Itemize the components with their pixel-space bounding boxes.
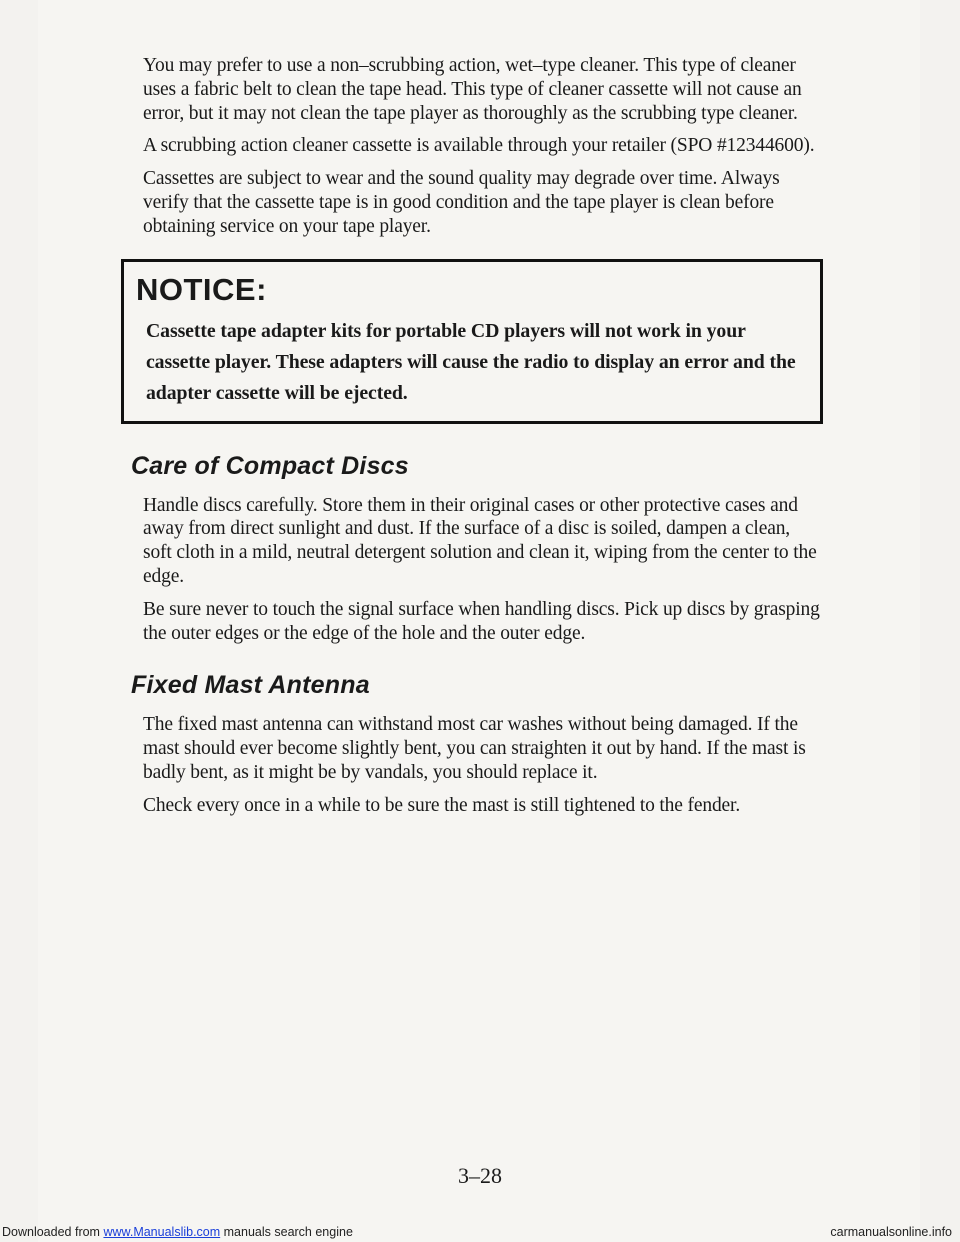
watermark-site: carmanualsonline.info <box>830 1225 952 1239</box>
notice-title: NOTICE: <box>136 271 267 307</box>
paragraph-handle-discs: Handle discs carefully. Store them in their original cases or other protective cases and away from direct sunlight and dust. If the surface of a disc is soiled, dampen a clean, soft cloth in a mild, neutral detergent solution and clean it, wiping from the center to the edge. <box>143 494 817 587</box>
notice-body: Cassette tape adapter kits for portable CD players will not work in your cassette player. These adapters will cause the radio to display an error and the adapter cassette will be ejected. <box>146 319 796 404</box>
page-content <box>131 54 823 827</box>
heading-care-of-compact-discs: Care of Compact Discs <box>131 451 409 480</box>
paragraph-mast-antenna: The fixed mast antenna can withstand most car washes without being damaged. If the mast should ever become slightly bent, you can straighten it out by hand. If the mast is badly bent, as it might be by vandals, you should replace it. <box>143 714 806 783</box>
footer-prefix: Downloaded from <box>2 1225 104 1239</box>
paragraph-signal-surface: Be sure never to touch the signal surface when handling discs. Pick up discs by grasping the outer edges or the edge of the hole and the outer edge. <box>143 598 820 644</box>
footer-suffix: manuals search engine <box>220 1225 353 1239</box>
paragraph-scrubbing-cleaner: A scrubbing action cleaner cassette is available through your retailer (SPO #12344600). <box>143 135 815 157</box>
heading-fixed-mast-antenna: Fixed Mast Antenna <box>131 671 370 700</box>
paragraph-cassette-wear: Cassettes are subject to wear and the sound quality may degrade over time. Always verify that the cassette tape is in good condition and the tape player is clean before obtaining service on your tape player. <box>143 168 780 237</box>
download-footer <box>2 1225 353 1239</box>
paragraph-check-mast: Check every once in a while to be sure the mast is still tightened to the fender. <box>143 794 741 816</box>
page-number: 3–28 <box>458 1163 502 1188</box>
paragraph-wet-cleaner: You may prefer to use a non–scrubbing action, wet–type cleaner. This type of cleaner uses a fabric belt to clean the tape head. This type of cleaner cassette will not cause an error, but it may not clean the tape player as thoroughly as the scrubbing type cleaner. <box>143 55 802 124</box>
notice-box <box>121 259 823 424</box>
manualslib-link[interactable]: www.Manualslib.com <box>103 1225 221 1239</box>
